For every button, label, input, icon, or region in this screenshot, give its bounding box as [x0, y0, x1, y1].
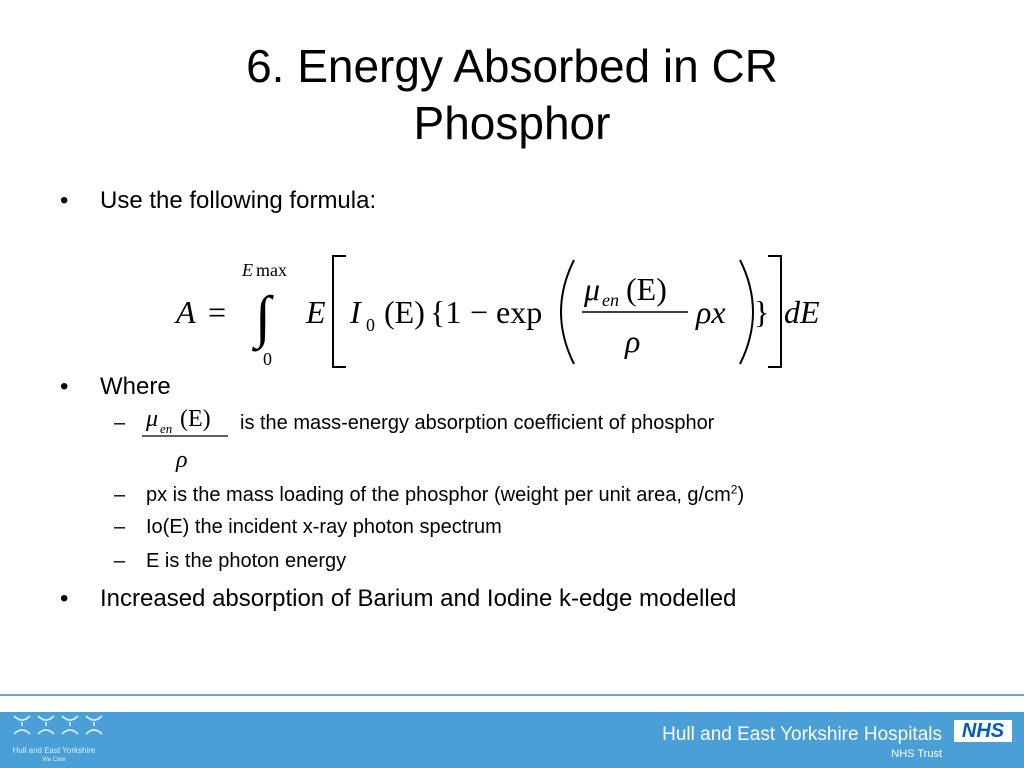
- right-paren: [740, 260, 753, 364]
- sub-dash: –: [114, 412, 126, 434]
- formula-I: I: [350, 294, 361, 330]
- sub-dash: –: [114, 516, 126, 538]
- slide-title-line1: 6. Energy Absorbed in CR: [246, 40, 778, 92]
- bullet-text: Where: [100, 373, 171, 400]
- mu-over-rho-fraction: [140, 402, 236, 472]
- mu-argument: (E): [180, 406, 211, 432]
- superscript-2: 2: [730, 482, 738, 497]
- integral-upper-E: E: [242, 260, 253, 280]
- sub-dash: –: [114, 550, 126, 572]
- where-item-mu-text: is the mass-energy absorption coefficient of phosphor: [240, 412, 715, 434]
- rho-x: ρx: [696, 294, 726, 330]
- where-item-px-text: [146, 482, 744, 508]
- bullet-dot: •: [60, 585, 69, 612]
- left-bracket: [333, 256, 346, 367]
- mu-subscript: en: [160, 421, 173, 436]
- mu-subscript: en: [602, 290, 619, 310]
- integral-lower: 0: [263, 349, 272, 369]
- slide-title-line2: Phosphor: [413, 97, 611, 149]
- bullet-text: Use the following formula:: [100, 187, 377, 214]
- formula-brace-close: }: [754, 294, 770, 330]
- right-bracket: [768, 256, 781, 367]
- left-paren: [561, 260, 574, 364]
- bullet-dot: •: [60, 187, 69, 214]
- mu-argument: (E): [626, 271, 667, 307]
- footer-bar: [0, 712, 1024, 768]
- sub-dash: –: [114, 484, 126, 506]
- formula-equals: =: [208, 294, 227, 330]
- bullet-dot: •: [60, 373, 69, 400]
- px-text: px is the mass loading of the phosphor (weight per unit area, g/cm: [146, 484, 731, 506]
- formula-E-argument: (E): [384, 294, 425, 330]
- absorbed-energy-formula: [170, 240, 850, 380]
- formula-E: E: [306, 294, 326, 330]
- formula-A: A: [176, 294, 196, 330]
- formula-dE: dE: [784, 294, 820, 330]
- integral-upper-max: max: [256, 260, 287, 280]
- trust-logo-subtext: We Care: [42, 757, 66, 763]
- where-item-e-text: E is the photon energy: [146, 550, 347, 572]
- closing-paren: ): [737, 484, 745, 506]
- organisation-name: Hull and East Yorkshire Hospitals: [662, 724, 942, 745]
- slide-title: [0, 38, 1024, 152]
- formula-I-subscript: 0: [366, 315, 375, 335]
- mu-symbol: μ: [584, 271, 601, 307]
- footer-divider: [0, 694, 1024, 696]
- trust-logo-text: Hull and East Yorkshire: [12, 746, 96, 755]
- integral-sign: ∫: [255, 284, 271, 349]
- organisation-subtitle: NHS Trust: [891, 748, 942, 760]
- rho-denominator: ρ: [176, 447, 188, 472]
- formula-exp: exp: [496, 294, 543, 330]
- formula-minus: −: [470, 294, 489, 330]
- formula-brace-open: {1: [430, 294, 462, 330]
- bullet-text: Increased absorption of Barium and Iodine k-edge modelled: [100, 585, 737, 612]
- nhs-logo: NHS: [954, 720, 1012, 742]
- mu-symbol: μ: [146, 406, 159, 432]
- where-item-io-text: Io(E) the incident x-ray photon spectrum: [146, 516, 502, 538]
- rho-denominator: ρ: [625, 323, 641, 359]
